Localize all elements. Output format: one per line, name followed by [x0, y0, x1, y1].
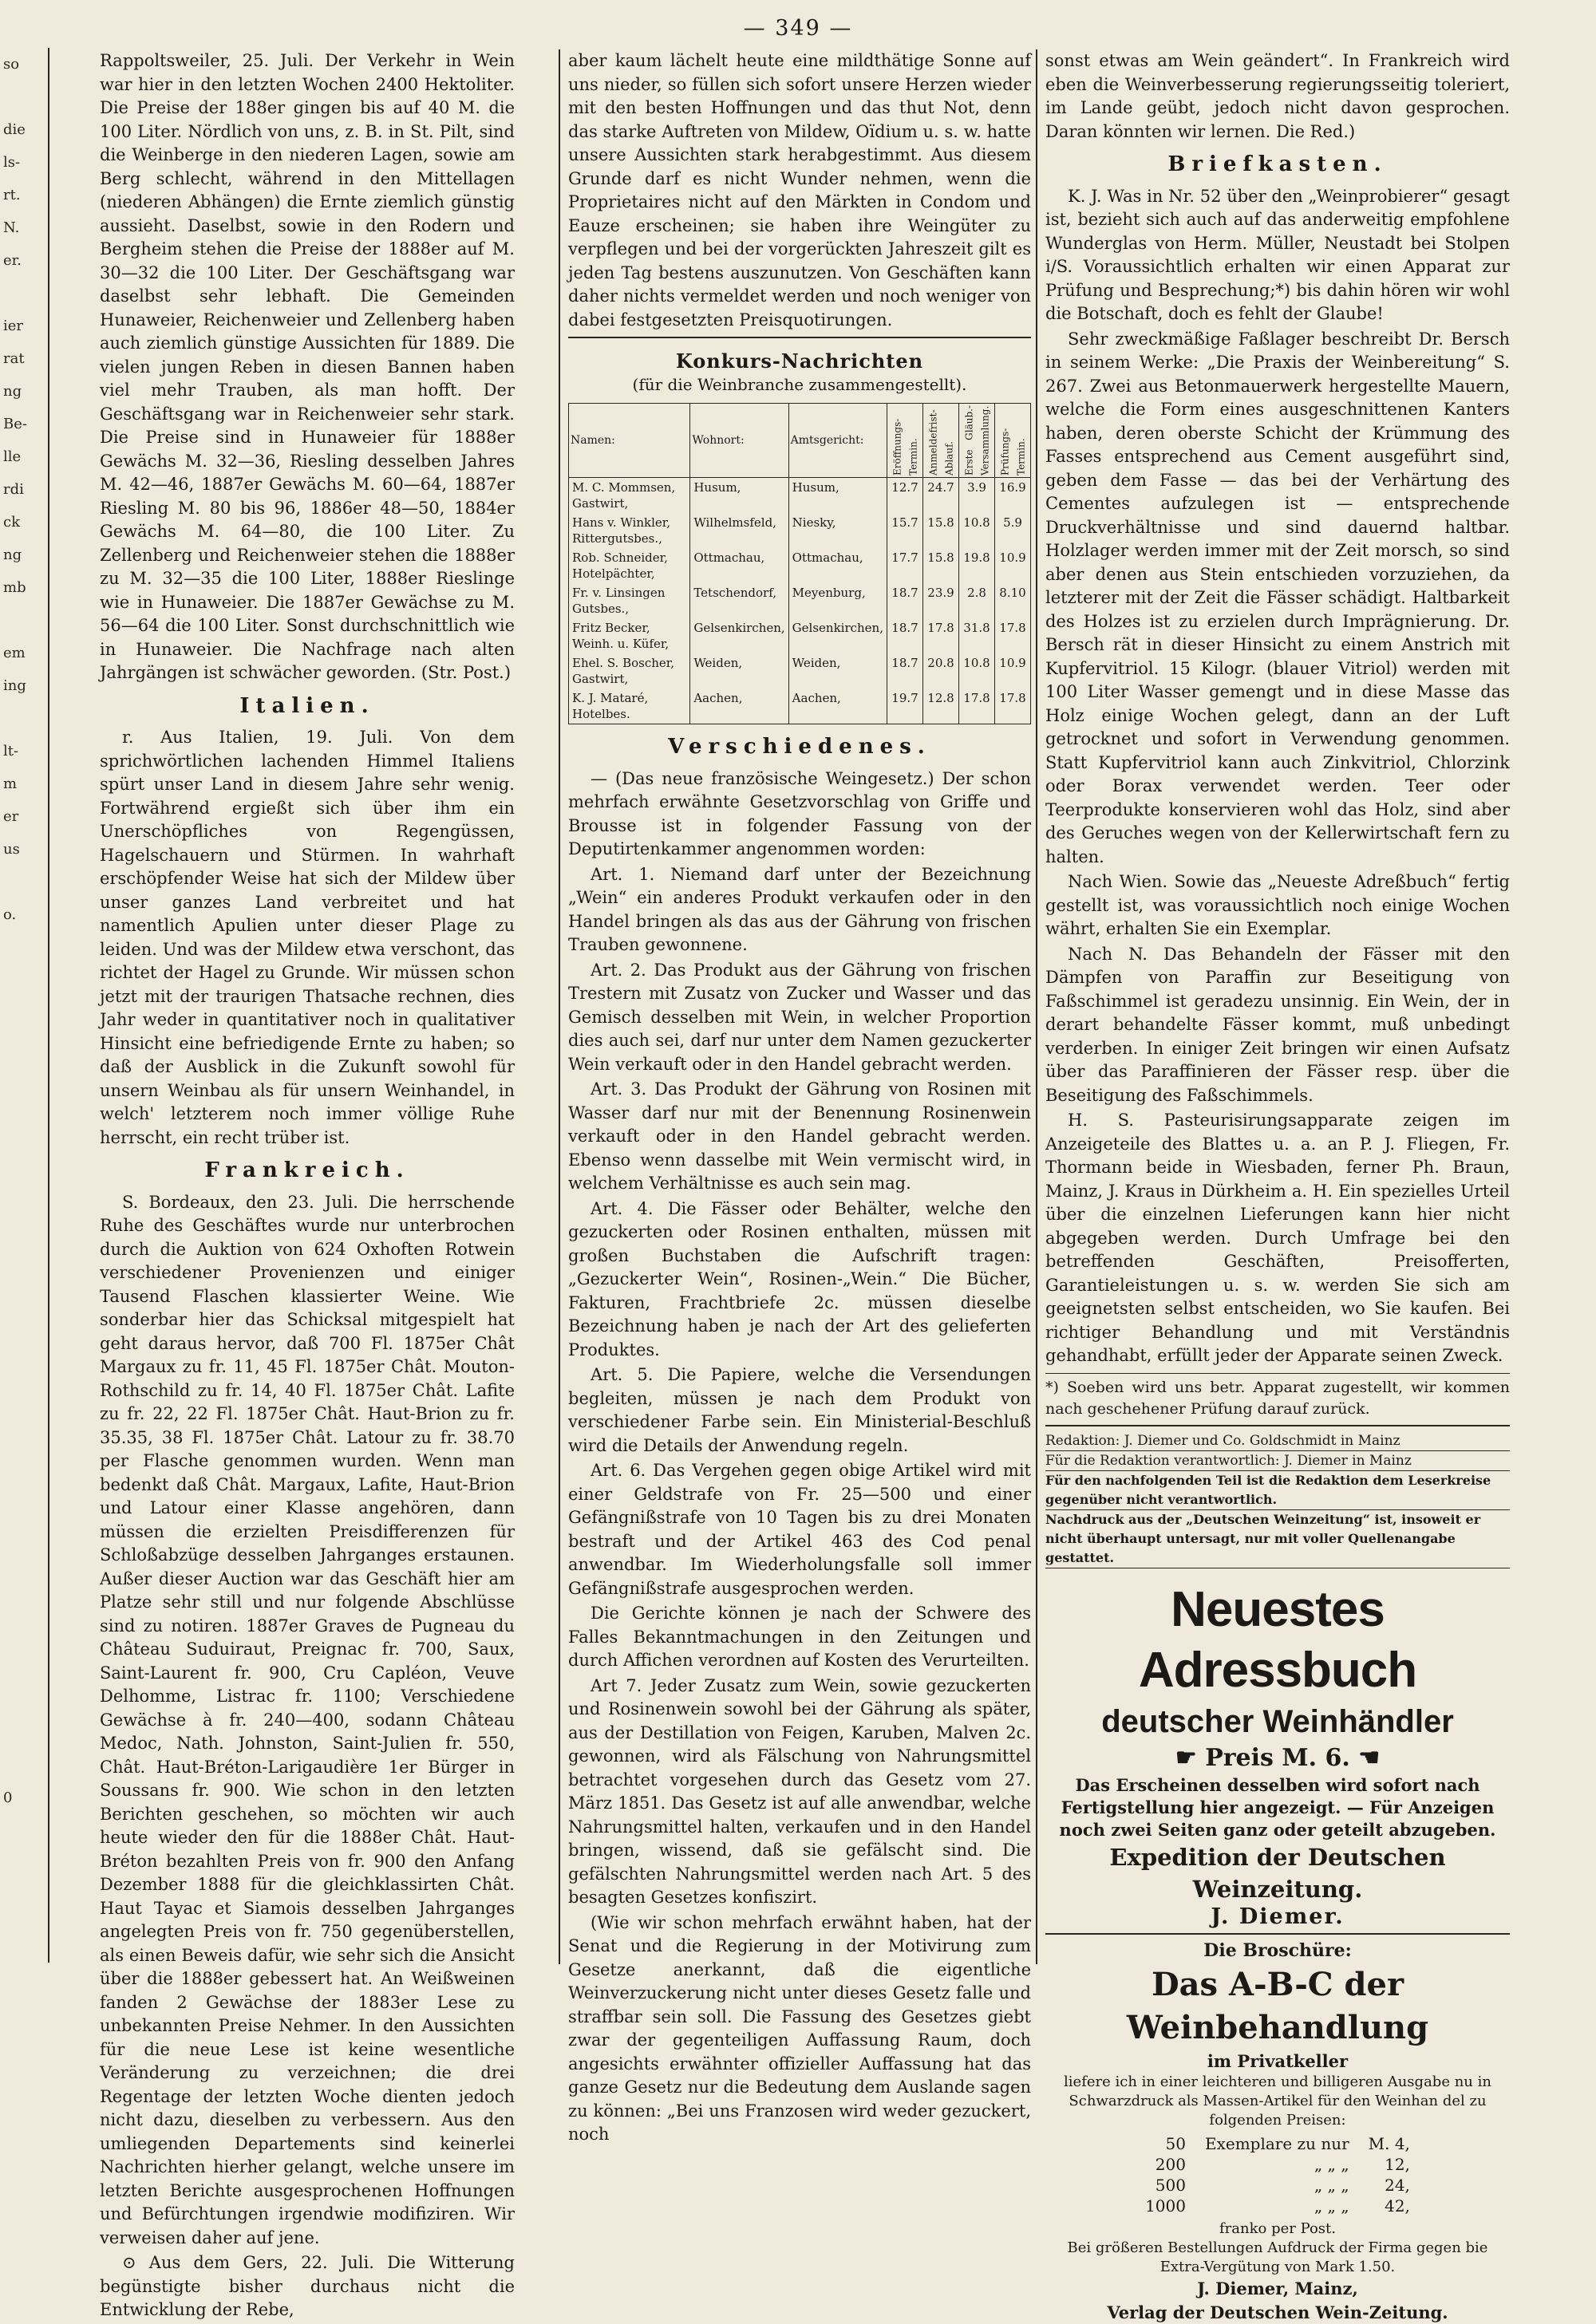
margin-fragment: ng	[0, 375, 48, 408]
table-cell: 12.8	[923, 689, 959, 724]
table-cell: 18.7	[887, 583, 923, 618]
table-cell: Fr. v. Linsingen Gutsbes.,	[569, 583, 690, 618]
margin-fragment: so	[0, 48, 48, 81]
heading-verschiedenes: Verschiedenes.	[568, 736, 1031, 760]
table-cell: Weiden,	[788, 653, 887, 689]
ad-text: Das Erscheinen desselben wird sofort nach Fertigstellung hier angezeigt. — Für Anzeigen noch zwei Seiten ganz oder geteilt abzugeben.	[1045, 1774, 1510, 1841]
price-cell: 24,	[1359, 2175, 1420, 2196]
price-cell: 1000	[1136, 2196, 1195, 2216]
table-cell: 31.8	[959, 618, 995, 653]
table-header: Namen:	[569, 404, 690, 478]
column-1	[100, 49, 515, 1964]
margin-fragment	[0, 931, 48, 964]
margin-fragment	[0, 1225, 48, 1258]
table-cell: Rob. Schneider, Hotelpächter,	[569, 548, 690, 583]
ad-subtitle: deutscher Weinhändler	[1045, 1701, 1510, 1742]
margin-fragment	[0, 1422, 48, 1454]
table-cell: Tetschendorf,	[690, 583, 788, 618]
article-art1: Art. 1. Niemand darf unter der Bezeichnung „Wein“ ein anderes Produkt verkaufen oder in den Handel bringen als das aus der Gährung von frischen Trauben gewonnene.	[568, 863, 1031, 957]
margin-fragment: m	[0, 767, 48, 800]
table-cell: Gelsenkirchen,	[690, 618, 788, 653]
margin-fragment: ng	[0, 539, 48, 571]
margin-fragment	[0, 1127, 48, 1160]
impressum-redaktion: Redaktion: J. Diemer und Co. Goldschmidt in Mainz	[1045, 1431, 1510, 1451]
article-art4: Art. 4. Die Fässer oder Behälter, welche den gezuckerten oder Rosinen enthalten, müssen mit großen Buchstaben die Aufschrift tragen: „Gezuckerter Wein“, Rosinen-„Wein.“ Die Bücher, Fakturen, Frachtbriefe 2c. müssen dieselbe Bezeichnung haben je nach der Art des gelieferten Produktes.	[568, 1198, 1031, 1363]
impressum-disclaimer: Für den nachfolgenden Teil ist die Redaktion dem Leserkreise gegenüber nicht verantwortlich.	[1045, 1471, 1510, 1510]
article-rappoltsweiler: Rappoltsweiler, 25. Juli. Der Verkehr in Wein war hier in den letzten Wochen 2400 Hektoliter. Die Preise der 188er gingen bis auf 40 M. die 100 Liter. Nördlich von uns, z. B. in St. Pilt, sind die Weinberge in den niederen Lagen, sowie am Berg schlecht, während in den Mittellagen (niederen Abhängen) die Ernte ziemlich günstig aussieht. Daselbst, sowie in den Rodern und Bergheim stehen die Preise der 1888er auf M. 30—32 die 100 Liter. Der Geschäftsgang war daselbst sehr lebhaft. Die Gemeinden Hunaweier, Reichenweier und Zellenberg haben auch ziemlich günstige Aussichten für 1889. Die vielen jungen Reben in diesen Bannen haben viel mehr Trauben, als man hofft. Der Geschäftsgang war in Reichenweier sehr stark. Die Preise sind in Hunaweier für 1888er Gewächs M. 32—36, Riesling desselben Jahres M. 42—46, 1887er Gewächs M. 60—64, 1887er Riesling M. 80 bis 96, 1886er 48—50, 1884er Gewächs M. 64—80, die 100 Liter. Zu Zellenberg und Reichenweier stehen die 1888er zu M. 32—35 die 100 Liter, 1888er Rieslinge wie in Hunaweier. Die 1887er Gewächse zu M. 56—64 die 100 Liter. Sonst durchschnittlich wie in Hunaweier. Die Nachfrage nach alten Jahrgängen ist schwächer geworden. (Str. Post.)	[100, 49, 515, 685]
price-cell: 42,	[1359, 2196, 1420, 2216]
margin-fragment: 0	[0, 1781, 48, 1814]
table-header: Erste Gläub.-Versammlung.	[959, 404, 995, 478]
table-cell: Husum,	[690, 478, 788, 514]
article-bordeaux: S. Bordeaux, den 23. Juli. Die herrschende Ruhe des Geschäftes wurde nur unterbrochen durch die Auktion von 624 Oxhoften Rotwein verschiedener Provenienzen und einiger Tausend Flaschen klassierter Weine. Wie sonderbar hier das Schicksal mitgespielt hat geht daraus hervor, daß 700 Fl. 1875er Chât Margaux zu fr. 11, 45 Fl. 1875er Chât. Mouton-Rothschild zu fr. 14, 40 Fl. 1875er Chât. Lafite zu fr. 22, 22 Fl. 1875er Chât. Haut-Brion zu fr. 35.35, 38 Fl. 1875er Chât. Latour zu fr. 38.70 per Flasche genommen wurden. Wenn man bedenkt daß Chât. Margaux, Lafite, Haut-Brion und Latour einer Klasse angehören, dann müssen die erzielten Preisdifferenzen für Schloßabzüge desselben Jahrganges erstaunen. Außer dieser Auction war das Geschäft hier am Platze sehr still und nur folgende Abschlüsse sind zu notiren. 1887er Graves de Pugneau du Château Suduiraut, Preignac fr. 700, Saux, Saint-Laurent fr. 900, Cru Capléon, Veuve Delhomme, Listrac fr. 1100; Verschiedene Gewächse à fr. 240—400, sodann Château Medoc, Nath. Johnston, Saint-Julien fr. 550, Chât. Haut-Bréton-Larigaudière 1er Bürger in Soussans fr. 900. Wie schon in den letzten Berichten geschehen, so möchten wir auch heute wieder den für die 1888er Chât. Haut-Bréton bezahlten Preis von fr. 900 den Anfang Dezember 1888 für die gleichklassirten Chât. Haut Tayac et Siamois desselben Jahrganges angelegten Preis von fr. 750 gegenüberstellen, als einen Beweis dafür, wie sehr sich die Ansicht über die 1888er gebessert hat. An Weißweinen fanden 2 Gewächse der 1883er Lese zu unbekannten Preise Nehmer. In den Aussichten für die neue Lese ist keine wesentliche Veränderung zu verzeichnen; die drei Regentage der letzten Woche dienten jedoch nicht dazu, dieselben zu verbessern. Aus den umliegenden Departements sind keinerlei Nachrichten hierher gelangt, welche unsere im letzten Berichte ausgesprochenen Hoffnungen und Befürchtungen irgendwie modifiziren. Wir verweisen daher auf jene.	[100, 1191, 515, 2251]
letter-n: Nach N. Das Behandeln der Fässer mit den Dämpfen von Paraffin zur Beseitigung von Faßschimmel ist geradezu unsinnig. Ein Wein, der in derart behandelte Fässer kommt, muß unbedingt verderben. In einiger Zeit bringen wir einen Aufsatz über das Paraffinieren der Fässer resp. über die Beseitigung des Faßschimmels.	[1045, 943, 1510, 1108]
price-cell: 500	[1136, 2175, 1195, 2196]
table-cell: Aachen,	[690, 689, 788, 724]
margin-fragment	[0, 1291, 48, 1324]
table-header: Eröffnungs-Termin.	[887, 404, 923, 478]
margin-fragment	[0, 964, 48, 996]
margin-fragment: ing	[0, 669, 48, 702]
margin-fragment	[0, 1160, 48, 1193]
table-cell: Husum,	[788, 478, 887, 514]
price-row	[1136, 2154, 1420, 2175]
price-cell: „ „ „	[1195, 2175, 1359, 2196]
article-art7: Art 7. Jeder Zusatz zum Wein, sowie gezuckerten und Rosinenwein sowohl bei der Gährung als später, aus der Destillation von Feigen, Karuben, Malven 2c. gewonnen, wird als Fälschung von Nahrungsmittel betrachtet vorgesehen durch das Gesetz vom 27. März 1851. Das Gesetz ist auf alle anwendbar, welche Nahrungsmittel halten, verkaufen und in den Handel bringen, wissend, daß sie gefälscht sind. Die gefälschten Nahrungsmittel werden nach Art. 5 des besagten Gesetzes konfiszirt.	[568, 1675, 1031, 1910]
heading-frankreich: Frankreich.	[100, 1159, 515, 1183]
margin-fragment	[0, 1029, 48, 1062]
table-header: Anmeldefrist-Ablauf.	[923, 404, 959, 478]
table-cell: Fritz Becker, Weinh. u. Küfer,	[569, 618, 690, 653]
article-art2: Art. 2. Das Produkt aus der Gährung von frischen Trestern mit Zusatz von Zucker und Wasser und das Gemisch desselben mit Wein, in welcher Proportion dies auch sei, darf nur unter dem Namen gezuckerter Wein verkauft oder in den Handel gebracht werden.	[568, 959, 1031, 1077]
table-cell: 10.8	[959, 653, 995, 689]
letter-wien: Nach Wien. Sowie das „Neueste Adreßbuch“ fertig gestellt ist, was voraussichtlich noch einige Wochen währt, erhalten Sie ein Exemplar.	[1045, 870, 1510, 941]
table-cell: Weiden,	[690, 653, 788, 689]
price-cell: M. 4,	[1359, 2133, 1420, 2154]
table-cell: 17.8	[959, 689, 995, 724]
price-row	[1136, 2133, 1420, 2154]
margin-fragment: rt.	[0, 179, 48, 211]
margin-fragment	[0, 1258, 48, 1291]
price-cell: 200	[1136, 2154, 1195, 2175]
table-cell: 17.8	[923, 618, 959, 653]
price-cell: 50	[1136, 2133, 1195, 2154]
article-italien: r. Aus Italien, 19. Juli. Von dem sprichwörtlichen lachenden Himmel Italiens spürt unser Land in diesem Jahre sehr wenig. Fortwährend ergießt sich über ihm ein Unerschöpfliches von Regengüssen, Hagelschauern und Stürmen. In wahrhaft erschöpfender Weise hat sich der Mildew über unser ganzes Land verbreitet und hat namentlich Apulien unter dieser Plage zu leiden. Und was der Mildew etwa verschont, das richtet der Hagel zu Grunde. Wir müssen schon jetzt mit der traurigen Thatsache rechnen, dies Jahr weder in quantitativer noch in qualitativer Hinsicht eine befriedigende Ernte zu haben; so daß der Ausblick in die Zukunft sowohl für unsern Weinbau als für unsern Weinhandel, in welch' letzterem noch immer völlige Ruhe herrscht, ein recht trüber ist.	[100, 726, 515, 1150]
ad-title: Neuestes Adressbuch	[1045, 1580, 1510, 1701]
table-cell: 15.8	[923, 513, 959, 548]
left-margin-fragments	[0, 48, 49, 1963]
column-2	[559, 49, 1031, 1964]
margin-fragment: Be-	[0, 408, 48, 440]
ad-price	[1045, 1742, 1510, 1774]
table-cell: 15.8	[923, 548, 959, 583]
konkurs-subtitle: (für die Weinbranche zusammengestellt).	[568, 373, 1031, 397]
ad-publisher: J. Diemer.	[1045, 1905, 1510, 1929]
table-cell: 10.8	[959, 513, 995, 548]
ad-brochure-title: Das A-B-C der Weinbehandlung	[1045, 1963, 1510, 2050]
table-cell: Wilhelmsfeld,	[690, 513, 788, 548]
margin-fragment: lle	[0, 440, 48, 473]
column-3	[1036, 49, 1510, 1964]
table-row	[569, 513, 1031, 548]
margin-fragment	[0, 277, 48, 310]
table-cell: 24.7	[923, 478, 959, 514]
divider	[1045, 1933, 1510, 1935]
margin-fragment: lt-	[0, 735, 48, 767]
article-note: (Wie wir schon mehrfach erwähnt haben, hat der Senat und die Regierung in der Motivirung zum Gesetze anerkannt, daß die eigentliche Weinverzuckerung nicht unter dieses Gesetz falle und straffbar sein soll. Die Fassung des Gesetzes giebt zwar der gegenteiligen Auffassung Raum, doch angesichts erwähnter offizieller Auffassung hat das ganze Gesetz nur die Bedeutung dem Auslande sagen zu können: „Bei uns Franzosen wird weder gezuckert, noch	[568, 1912, 1031, 2147]
margin-fragment: rat	[0, 342, 48, 375]
table-row	[569, 653, 1031, 689]
divider	[1045, 1425, 1510, 1426]
table-row	[569, 583, 1031, 618]
table-header: Amtsgericht:	[788, 404, 887, 478]
margin-fragment: die	[0, 113, 48, 146]
ad-verlag: Verlag der Deutschen Wein-Zeitung.	[1045, 2301, 1510, 2324]
price-row	[1136, 2175, 1420, 2196]
margin-fragment: er	[0, 800, 48, 833]
table-row	[569, 478, 1031, 514]
margin-fragment: us	[0, 833, 48, 866]
margin-fragment	[0, 1814, 48, 1847]
ad-price-text: Preis M. 6.	[1205, 1744, 1350, 1772]
table-cell: Aachen,	[788, 689, 887, 724]
table-cell: 18.7	[887, 653, 923, 689]
margin-fragment	[0, 1095, 48, 1127]
table-cell: Meyenburg,	[788, 583, 887, 618]
table-cell: Ehel. S. Boscher, Gastwirt,	[569, 653, 690, 689]
page-number: — 349 —	[0, 16, 1596, 41]
price-row	[1136, 2196, 1420, 2216]
margin-fragment: N.	[0, 211, 48, 244]
table-header: Wohnort:	[690, 404, 788, 478]
margin-fragment	[0, 1847, 48, 1880]
price-table	[1136, 2133, 1420, 2216]
margin-fragment	[0, 1553, 48, 1585]
table-cell: 19.8	[959, 548, 995, 583]
footnote: *) Soeben wird uns betr. Apparat zugestellt, wir kommen nach geschehener Prüfung darauf zurück.	[1045, 1373, 1510, 1420]
article-weingesetz: — (Das neue französische Weingesetz.) Der schon mehrfach erwähnte Gesetzvorschlag von Griffe und Brousse ist in folgender Fassung von der Deputirtenkammer angenommen worden:	[568, 767, 1031, 862]
price-cell: „ „ „	[1195, 2196, 1359, 2216]
table-cell: 2.8	[959, 583, 995, 618]
letter-fasslager: Sehr zweckmäßige Faßlager beschreibt Dr. Bersch in seinem Werke: „Die Praxis der Weinbereitung“ S. 267. Zwei aus Betonmauerwerk hergestellte Mauern, welche die Form eines ausgeschnittenen Kanters haben, deren oberste Schicht der Krümmung des Fasses entsprechend aus Cement ausgeführt sind, geben dem Fasse — das bei der Verhärtung des Cementes aufzulegen ist — entsprechende Druckverhältnisse und sind dauernd haltbar. Holzlager werden immer mit der Zeit morsch, so sind aber denen aus Stein entschieden vorzuziehen, da letzterer mit der Zeit die Fässer schädigt. Haltbarkeit des Holzes ist zu erzielen durch Imprägnierung. Dr. Bersch rät in dieser Hinsicht zu einem Anstrich mit Kupfervitriol. 15 Kilogr. (blauer Vitriol) werden mit 100 Liter Wasser gemengt und in diese Masse das Holz einige Wochen gelegt, dann an der Luft getrocknet und sofort in Verwendung genommen. Statt Kupfervitriol kann auch Zinkvitriol, Chlorzink oder Borax verwendet werden. Teer oder Teerprodukte konservieren wohl das Holz, sind aber des Geruches wegen von der Kellerwirtschaft fern zu halten.	[1045, 328, 1510, 870]
table-cell: Ottmachau,	[788, 548, 887, 583]
table-cell: Ottmachau,	[690, 548, 788, 583]
table-cell: 20.8	[923, 653, 959, 689]
impressum-verantwortlich: Für die Redaktion verantwortlich: J. Diemer in Mainz	[1045, 1451, 1510, 1471]
table-cell: 19.7	[887, 689, 923, 724]
divider	[568, 337, 1031, 338]
margin-fragment	[0, 1880, 48, 1912]
margin-fragment	[0, 1749, 48, 1781]
ad-brochure-label: Die Broschüre:	[1045, 1939, 1510, 1963]
margin-fragment	[0, 1651, 48, 1683]
margin-fragment	[0, 1324, 48, 1356]
margin-fragment: ier	[0, 310, 48, 342]
margin-fragment	[0, 1454, 48, 1487]
ad-franko: franko per Post.	[1045, 2219, 1510, 2239]
ad-brochure-subtitle: im Privatkeller	[1045, 2050, 1510, 2073]
ad-signature: J. Diemer, Mainz,	[1045, 2277, 1510, 2301]
margin-fragment: em	[0, 637, 48, 669]
pointing-hand-icon: ☚	[1350, 1744, 1380, 1772]
table-cell: 17.8	[995, 618, 1031, 653]
table-header: Prüfungs-Termin.	[995, 404, 1031, 478]
ad-brochure-offer: liefere ich in einer leichteren und billigeren Ausgabe nu in Schwarzdruck als Massen-Artikel für den Weinhan del zu folgenden Preisen:	[1045, 2073, 1510, 2130]
table-cell: 10.9	[995, 653, 1031, 689]
article-art3: Art. 3. Das Produkt der Gährung von Rosinen mit Wasser darf nur mit der Benennung Rosinenwein verkauft oder in den Handel gebracht werden. Ebenso wenn dasselbe mit Wein vermischt wird, in welchem Verhältnisse es auch sein mag.	[568, 1078, 1031, 1196]
margin-fragment: ck	[0, 506, 48, 539]
margin-fragment	[0, 1062, 48, 1095]
table-cell: 3.9	[959, 478, 995, 514]
margin-fragment	[0, 1356, 48, 1389]
impressum-nachdruck: Nachdruck aus der „Deutschen Weinzeitung“ ist, insoweit er nicht überhaupt untersagt, nur mit voller Quellenangabe gestattet.	[1045, 1510, 1510, 1568]
table-cell: K. J. Mataré, Hotelbes.	[569, 689, 690, 724]
article-gerichte: Die Gerichte können je nach der Schwere des Falles Bekanntmachungen in den Zeitungen und durch Affichen verordnen auf Kosten des Verurteilten.	[568, 1602, 1031, 1673]
margin-fragment: er.	[0, 244, 48, 277]
margin-fragment	[0, 1389, 48, 1422]
article-art5: Art. 5. Die Papiere, welche die Versendungen begleiten, müssen je nach dem Produkt von verschiedener Farbe sein. Ein Ministerial-Beschluß wird die Details der Anwendung regeln.	[568, 1363, 1031, 1458]
margin-fragment	[0, 702, 48, 735]
table-cell: Niesky,	[788, 513, 887, 548]
pointing-hand-icon: ☛	[1175, 1744, 1205, 1772]
table-cell: 5.9	[995, 513, 1031, 548]
table-cell: 17.7	[887, 548, 923, 583]
table-cell: 10.9	[995, 548, 1031, 583]
table-cell: Hans v. Winkler, Rittergutsbes.,	[569, 513, 690, 548]
article-art6: Art. 6. Das Vergehen gegen obige Artikel wird mit einer Geldstrafe von Fr. 25—500 und einer Gefängnißstrafe von 10 Tagen bis zu drei Monaten bestraft und der Artikel 463 des Cod penal anwendbar. Im Wiederholungsfalle soll immer Gefängnißstrafe ausgesprochen werden.	[568, 1459, 1031, 1600]
table-cell: 18.7	[887, 618, 923, 653]
table-cell: 15.7	[887, 513, 923, 548]
price-cell: „ „ „	[1195, 2154, 1359, 2175]
table-row	[569, 689, 1031, 724]
margin-fragment: mb	[0, 571, 48, 604]
ad-extra: Bei größeren Bestellungen Aufdruck der Firma gegen bie Extra-Vergütung von Mark 1.50.	[1045, 2239, 1510, 2277]
table-cell: Gelsenkirchen,	[788, 618, 887, 653]
heading-briefkasten: Briefkasten.	[1045, 153, 1510, 177]
margin-fragment: o.	[0, 898, 48, 931]
heading-konkurs: Konkurs-Nachrichten	[568, 349, 1031, 373]
margin-fragment	[0, 1193, 48, 1225]
margin-fragment: rdi	[0, 473, 48, 506]
margin-fragment	[0, 81, 48, 113]
margin-fragment	[0, 1585, 48, 1618]
margin-fragment	[0, 604, 48, 637]
article-note-continued: sonst etwas am Wein geändert“. In Frankreich wird eben die Weinverbesserung regierungsseitig toleriert, im Lande geübt, jedoch nicht davon gesprochen. Daran könnten wir lernen. Die Red.)	[1045, 49, 1510, 144]
table-cell: 23.9	[923, 583, 959, 618]
margin-fragment	[0, 996, 48, 1029]
table-row	[569, 548, 1031, 583]
heading-italien: Italien.	[100, 695, 515, 719]
price-cell: Exemplare zu nur	[1195, 2133, 1359, 2154]
margin-fragment	[0, 1618, 48, 1651]
konkurs-table	[568, 403, 1031, 724]
margin-fragment	[0, 1683, 48, 1716]
article-gers: ⊙ Aus dem Gers, 22. Juli. Die Witterung begünstigte bisher durchaus nicht die Entwicklung der Rebe,	[100, 2251, 515, 2322]
table-cell: M. C. Mommsen, Gastwirt,	[569, 478, 690, 514]
table-cell: 17.8	[995, 689, 1031, 724]
letter-hs: H. S. Pasteurisirungsapparate zeigen im Anzeigeteile des Blattes u. a. an P. J. Fliegen, Fr. Thormann beide in Wiesbaden, ferner Ph. Braun, Mainz, J. Kraus in Dürkheim a. H. Ein spezielles Urteil über die einzelnen Lieferungen kann hier nicht abgegeben werden. Durch Umfrage bei den betreffenden Geschäften, Preisofferten, Garantieleistungen u. s. w. werden Sie sich am geeignetsten selbst entscheiden, wo Sie kaufen. Bei richtiger Behandlung und mit Verständnis gehandhabt, erfüllt jeder der Apparate seinen Zweck.	[1045, 1109, 1510, 1368]
margin-fragment	[0, 1487, 48, 1520]
margin-fragment	[0, 866, 48, 898]
margin-fragment: ls-	[0, 146, 48, 179]
margin-fragment	[0, 1716, 48, 1749]
article-gers-continued: aber kaum lächelt heute eine mildthätige Sonne auf uns nieder, so füllen sich sofort unsere Herzen wieder mit den besten Hoffnungen und das thut Not, denn das starke Auftreten von Mildew, Oïdium u. s. w. hatte unsere Aussichten stark herabgestimmt. Aus diesem Grunde darf es nicht Wunder nehmen, wenn die Proprietaires nicht auf den Märkten in Condom und Eauze erscheinen; sie haben ihre Weingüter zu verpflegen und bei der vorgerückten Jahreszeit gilt es jeden Tag bestens auszunutzen. Von Geschäften kann daher nichts vermeldet werden und noch weniger von dabei festgesetzten Preisquotirungen.	[568, 49, 1031, 332]
margin-fragment	[0, 1520, 48, 1553]
table-cell: 8.10	[995, 583, 1031, 618]
letter-kj: K. J. Was in Nr. 52 über den „Weinprobierer“ gesagt ist, bezieht sich auch auf das anderweitig empfohlene Wunderglas von Herm. Müller, Neustadt bei Stolpen i/S. Voraussichtlich erhalten wir einen Apparat zur Prüfung und Besprechung;*) bis dahin hören wir wohl die Botschaft, doch es fehlt der Glaube!	[1045, 185, 1510, 326]
ad-expedition: Expedition der Deutschen Weinzeitung.	[1045, 1841, 1510, 1905]
table-row	[569, 618, 1031, 653]
table-cell: 16.9	[995, 478, 1031, 514]
table-cell: 12.7	[887, 478, 923, 514]
price-cell: 12,	[1359, 2154, 1420, 2175]
